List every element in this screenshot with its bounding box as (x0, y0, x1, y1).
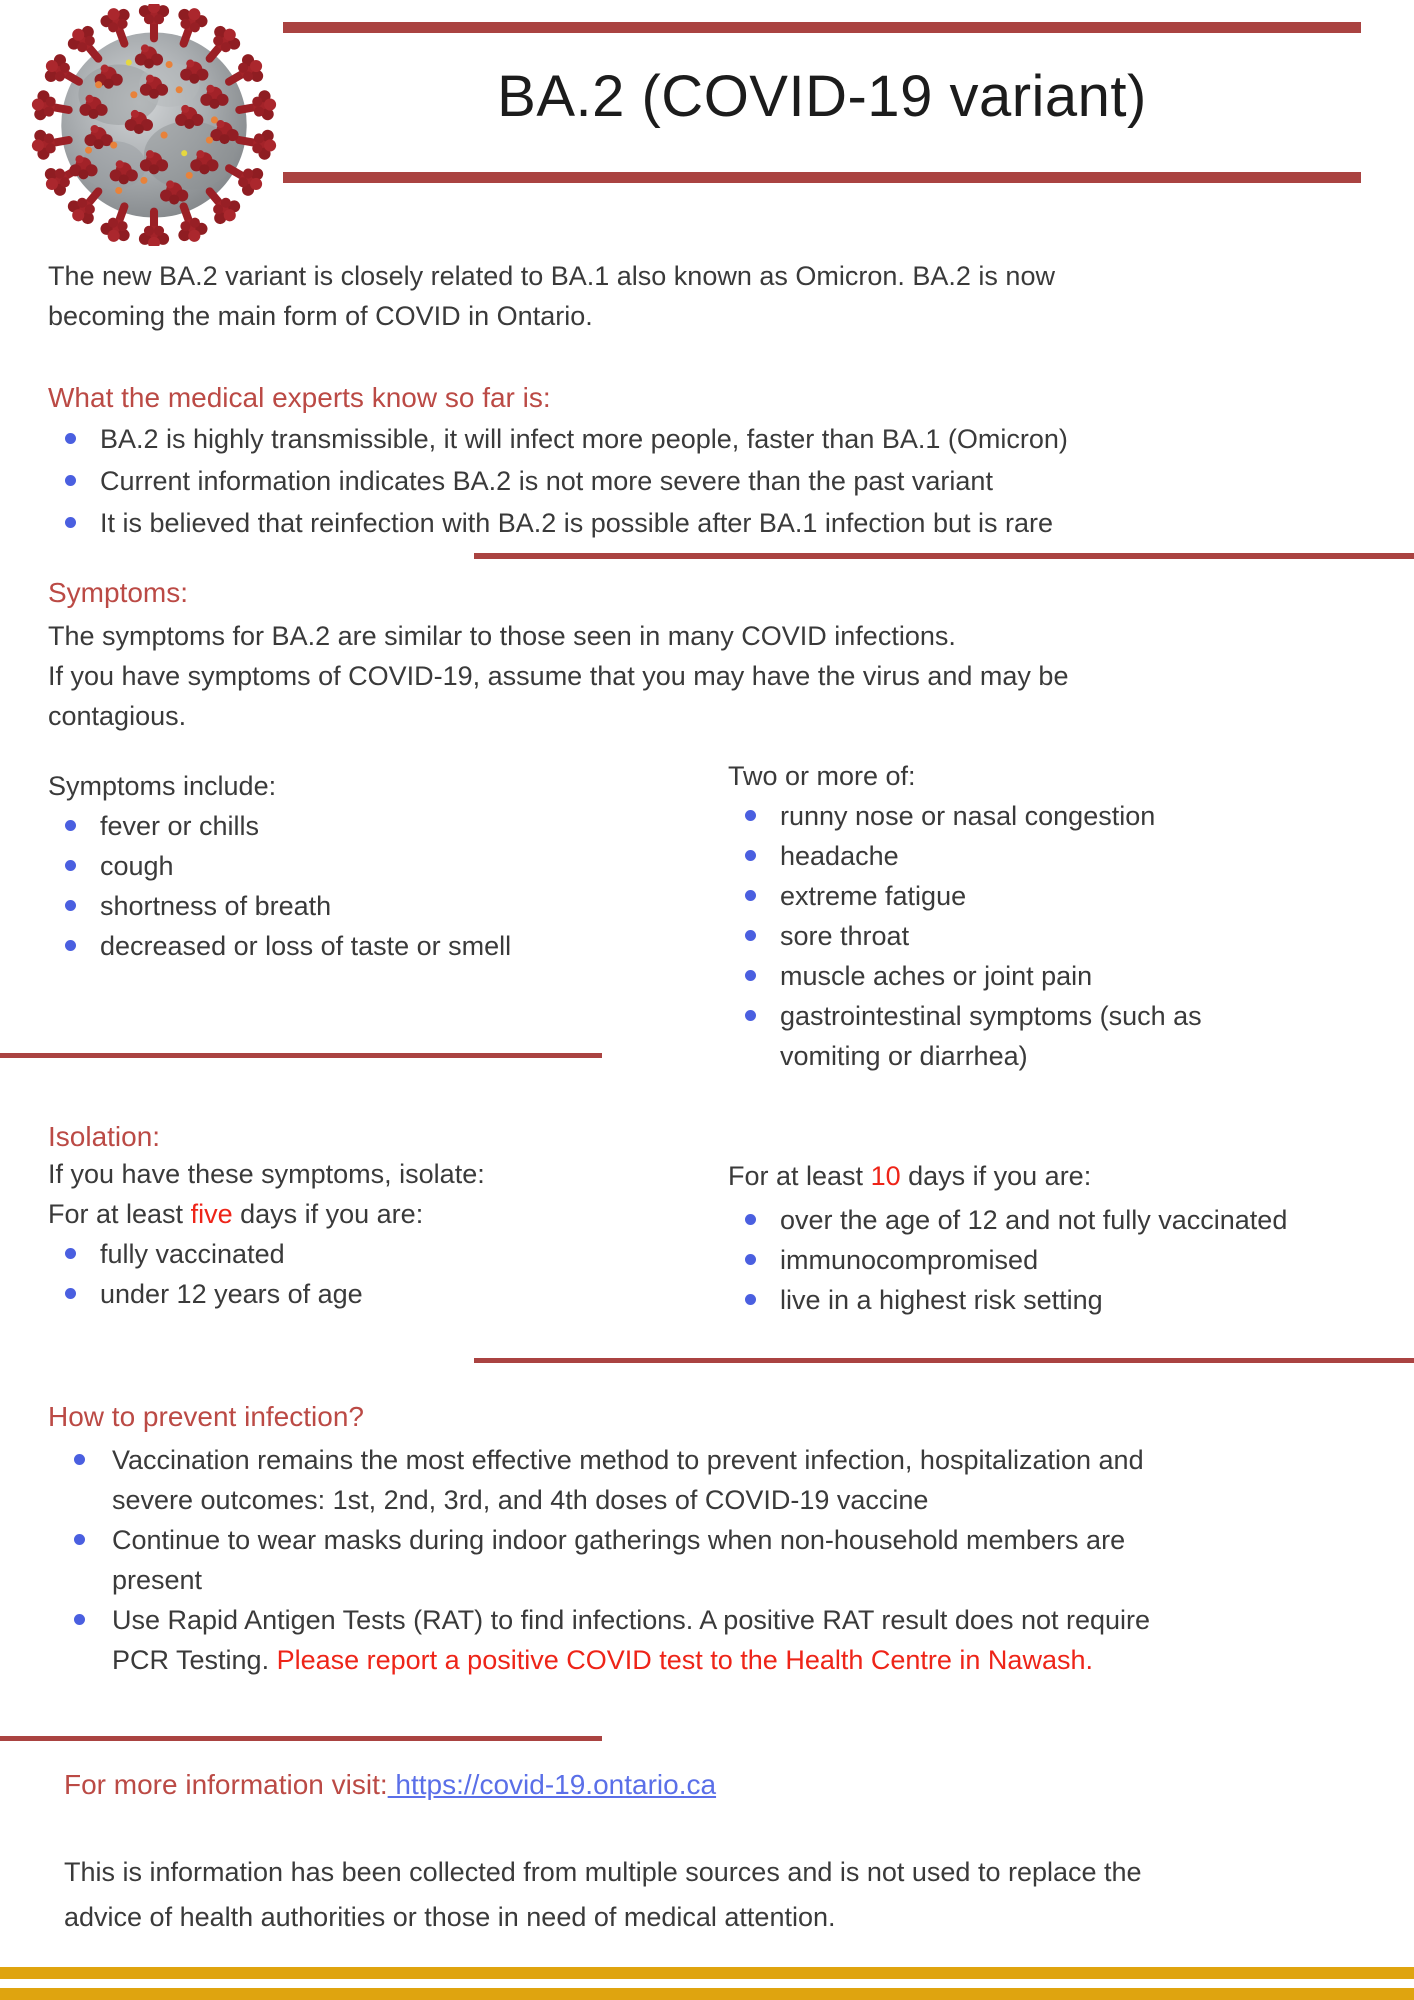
list-item-line: vomiting or diarrhea) (780, 1041, 1028, 1071)
list-item: fully vaccinated (48, 1234, 688, 1274)
isolation-ten-list (728, 1200, 1414, 1320)
disclaimer-line: This is information has been collected from multiple sources and is not used to replace the (64, 1857, 1142, 1887)
section-divider (0, 1053, 602, 1058)
list-item: over the age of 12 and not fully vaccinated (728, 1200, 1414, 1240)
list-item: cough (48, 846, 688, 886)
info-link[interactable]: https://covid-19.ontario.ca (387, 1769, 717, 1800)
prevent-heading: How to prevent infection? (48, 1401, 364, 1432)
symptoms-line: contagious. (48, 701, 187, 731)
header-rule-top (283, 22, 1361, 33)
text-segment: PCR Testing. (112, 1645, 277, 1675)
list-item: headache (728, 836, 1414, 876)
section-divider (474, 553, 1414, 559)
two-or-more-list (728, 796, 1414, 1076)
list-item (48, 1440, 1378, 1520)
list-item-line (112, 1640, 1378, 1680)
list-item-line: severe outcomes: 1st, 2nd, 3rd, and 4th doses of COVID-19 vaccine (112, 1485, 929, 1515)
symptoms-right-column (728, 756, 1414, 1076)
page-title: BA.2 (COVID-19 variant) (497, 64, 1147, 129)
list-item: immunocompromised (728, 1240, 1414, 1280)
section-divider (474, 1358, 1414, 1363)
report-warning-text: Please report a positive COVID test to the Health Centre in Nawash. (276, 1645, 1093, 1675)
list-item: under 12 years of age (48, 1274, 688, 1314)
symptoms-line: If you have symptoms of COVID-19, assume that you may have the virus and may be (48, 661, 1069, 691)
text-segment: days if you are: (232, 1199, 424, 1229)
symptoms-heading: Symptoms: (48, 577, 189, 608)
list-item: sore throat (728, 916, 1414, 956)
list-item (48, 1600, 1378, 1680)
isolation-intro: If you have these symptoms, isolate: (48, 1159, 485, 1189)
isolation-five-list (48, 1234, 688, 1314)
text-segment: For at least (48, 1199, 191, 1229)
list-item: Current information indicates BA.2 is not more severe than the past variant (48, 460, 1378, 502)
intro-line: The new BA.2 variant is closely related to BA.1 also known as Omicron. BA.2 is now (48, 261, 1055, 291)
symptoms-include-list (48, 806, 688, 966)
isolation-ten-line (728, 1156, 1414, 1196)
list-item: live in a highest risk setting (728, 1280, 1414, 1320)
list-item: It is believed that reinfection with BA.2 is possible after BA.1 infection but is rare (48, 502, 1378, 544)
list-item (48, 1520, 1378, 1600)
section-divider (0, 1736, 602, 1741)
footer-stripe (0, 1967, 1414, 1979)
experts-list (48, 418, 1378, 544)
list-item: shortness of breath (48, 886, 688, 926)
text-segment: days if you are: (900, 1161, 1092, 1191)
list-item: muscle aches or joint pain (728, 956, 1414, 996)
highlight-ten: 10 (870, 1161, 901, 1191)
symptoms-include-title: Symptoms include: (48, 771, 277, 801)
more-info-label: For more information visit: (64, 1769, 388, 1800)
list-item-line: Vaccination remains the most effective method to prevent infection, hospitalization and (112, 1445, 1144, 1475)
symptoms-line: The symptoms for BA.2 are similar to those seen in many COVID infections. (48, 621, 956, 651)
disclaimer (64, 1850, 1394, 1940)
list-item: extreme fatigue (728, 876, 1414, 916)
highlight-five: five (190, 1199, 233, 1229)
text-segment: For at least (728, 1161, 871, 1191)
isolation-heading: Isolation: (48, 1121, 161, 1152)
symptoms-left-column (48, 766, 688, 966)
header-rule-bottom (283, 172, 1361, 183)
list-item: decreased or loss of taste or smell (48, 926, 688, 966)
list-item: fever or chills (48, 806, 688, 846)
prevent-list (48, 1440, 1378, 1680)
list-item: runny nose or nasal congestion (728, 796, 1414, 836)
list-item-line: present (112, 1565, 203, 1595)
isolation-right-column (728, 1156, 1414, 1320)
two-or-more-title: Two or more of: (728, 761, 916, 791)
disclaimer-line: advice of health authorities or those in need of medical attention. (64, 1902, 836, 1932)
isolation-five-line (48, 1194, 688, 1234)
list-item: BA.2 is highly transmissible, it will infect more people, faster than BA.1 (Omicron) (48, 418, 1378, 460)
coronavirus-image (18, 4, 290, 246)
experts-heading: What the medical experts know so far is: (48, 382, 551, 413)
intro-line: becoming the main form of COVID in Ontario. (48, 301, 593, 331)
list-item-line: Use Rapid Antigen Tests (RAT) to find infections. A positive RAT result does not require (112, 1605, 1151, 1635)
footer-stripe (0, 1988, 1414, 2000)
isolation-left-column (48, 1120, 688, 1314)
list-item-line: gastrointestinal symptoms (such as (780, 1001, 1202, 1031)
intro-paragraph (48, 256, 1368, 336)
symptoms-paragraph (48, 616, 1378, 736)
more-info-line (64, 1766, 1384, 1804)
list-item (728, 996, 1414, 1076)
list-item-line: Continue to wear masks during indoor gatherings when non-household members are (112, 1525, 1126, 1555)
